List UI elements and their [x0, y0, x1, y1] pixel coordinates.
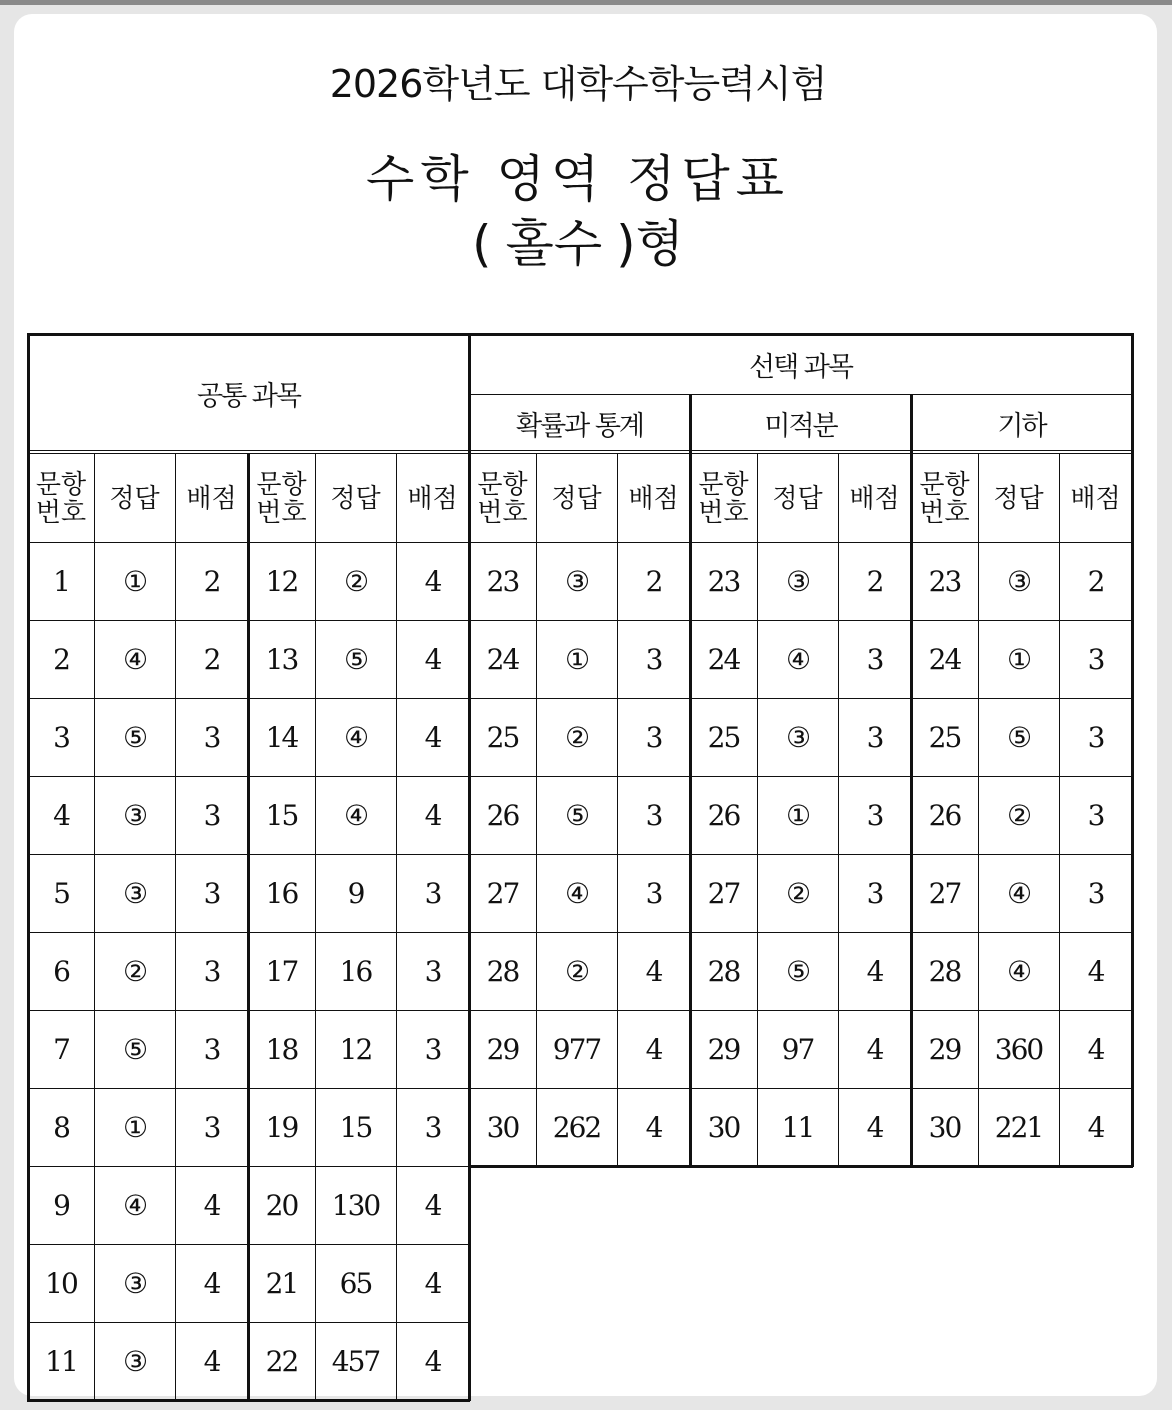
elective-question-number-cell: 24 [486, 642, 519, 676]
common-answer-cell: ⑤ [122, 720, 147, 754]
row-line [469, 542, 1132, 543]
elective-subject-label: 선택 과목 [749, 351, 852, 383]
row-line [469, 854, 1132, 855]
common-points-cell: 3 [424, 954, 441, 988]
elective-answer-cell: 262 [552, 1110, 601, 1144]
subject-divider [910, 394, 913, 1166]
elective-points-cell: 4 [1087, 954, 1104, 988]
row-line [469, 698, 1132, 699]
elective-points-cell: 3 [645, 720, 662, 754]
elective-points-cell: 3 [1087, 642, 1104, 676]
answer-header: 정답 [551, 483, 602, 514]
elective-question-number-cell: 27 [928, 876, 961, 910]
common-answer-cell: ③ [122, 1266, 147, 1300]
common-answer-cell: 130 [331, 1188, 380, 1222]
elective-border-bottom [469, 1165, 1133, 1168]
common-answer-cell: 457 [331, 1344, 380, 1378]
answer-header: 정답 [109, 483, 160, 514]
elective-points-cell: 4 [645, 1032, 662, 1066]
common-elective-divider [468, 333, 471, 1401]
common-points-cell: 2 [203, 642, 220, 676]
elective-answer-cell: 360 [994, 1032, 1043, 1066]
common-points-cell: 3 [203, 720, 220, 754]
row-line [28, 620, 469, 621]
elective-question-number-cell: 26 [486, 798, 519, 832]
elective-answer-cell: ② [785, 876, 810, 910]
common-question-number-cell: 20 [265, 1188, 298, 1222]
common-question-number-cell: 10 [45, 1266, 77, 1300]
elective-subject-name: 미적분 [764, 411, 837, 442]
common-points-cell: 3 [203, 1110, 220, 1144]
common-question-number-cell: 3 [53, 720, 69, 754]
elective-points-cell: 3 [866, 642, 883, 676]
row-line [28, 1322, 469, 1323]
elective-question-number-cell: 27 [486, 876, 519, 910]
common-question-number-cell: 7 [53, 1032, 69, 1066]
elective-question-number-cell: 30 [928, 1110, 961, 1144]
common-answer-cell: ④ [122, 642, 147, 676]
elective-points-cell: 4 [866, 1032, 883, 1066]
elective-points-cell: 3 [1087, 798, 1104, 832]
elective-question-number-cell: 23 [707, 564, 740, 598]
points-header: 배점 [186, 483, 237, 514]
common-answer-cell: ① [122, 564, 147, 598]
common-points-cell: 4 [424, 642, 441, 676]
common-answer-cell: 9 [347, 876, 364, 910]
common-question-number-cell: 8 [53, 1110, 69, 1144]
elective-subject-name: 확률과 통계 [516, 411, 643, 442]
common-points-cell: 4 [203, 1266, 220, 1300]
elective-answer-cell: ⑤ [1006, 720, 1031, 754]
sheet-subtitle: 수학 영역 정답표 [366, 150, 790, 208]
elective-points-cell: 4 [866, 1110, 883, 1144]
elective-points-cell: 2 [645, 564, 662, 598]
elective-question-number-cell: 28 [928, 954, 961, 988]
common-points-cell: 4 [424, 1266, 441, 1300]
common-answer-cell: ④ [122, 1188, 147, 1222]
row-line [28, 1244, 469, 1245]
elective-answer-cell: 97 [781, 1032, 814, 1066]
question-number-header: 문항 번호 [698, 469, 749, 528]
question-number-header: 문항 번호 [477, 469, 528, 528]
common-question-number-cell: 22 [265, 1344, 298, 1378]
elective-mid-line [469, 394, 1132, 395]
elective-points-cell: 3 [866, 876, 883, 910]
common-question-number-cell: 19 [265, 1110, 298, 1144]
common-question-number-cell: 16 [265, 876, 298, 910]
elective-question-number-cell: 25 [928, 720, 961, 754]
points-header: 배점 [628, 483, 679, 514]
elective-question-number-cell: 28 [707, 954, 740, 988]
common-answer-cell: ③ [122, 798, 147, 832]
column-line [1059, 453, 1060, 1166]
common-points-cell: 4 [424, 798, 441, 832]
common-points-cell: 3 [424, 1032, 441, 1066]
common-answer-cell: ① [122, 1110, 147, 1144]
elective-points-cell: 3 [866, 798, 883, 832]
common-question-number-cell: 12 [265, 564, 298, 598]
header-double-line [28, 453, 1132, 454]
common-points-cell: 4 [424, 1188, 441, 1222]
common-answer-cell: ② [343, 564, 368, 598]
elective-answer-cell: ② [1006, 798, 1031, 832]
row-line [28, 1010, 469, 1011]
row-line [469, 1010, 1132, 1011]
common-answer-cell: ③ [122, 1344, 147, 1378]
common-points-cell: 3 [424, 1110, 441, 1144]
common-answer-cell: ③ [122, 876, 147, 910]
common-points-cell: 4 [203, 1188, 220, 1222]
row-line [469, 1088, 1132, 1089]
common-question-number-cell: 11 [45, 1344, 77, 1378]
column-line [175, 453, 176, 1400]
elective-question-number-cell: 25 [486, 720, 519, 754]
column-line [315, 453, 316, 1400]
elective-points-cell: 4 [645, 954, 662, 988]
row-line [469, 932, 1132, 933]
common-answer-cell: 65 [339, 1266, 372, 1300]
row-line [469, 620, 1132, 621]
column-line [978, 453, 979, 1166]
elective-answer-cell: ① [785, 798, 810, 832]
elective-points-cell: 3 [1087, 720, 1104, 754]
elective-points-cell: 3 [866, 720, 883, 754]
common-question-number-cell: 14 [265, 720, 298, 754]
common-half-divider [247, 453, 250, 1400]
elective-question-number-cell: 24 [707, 642, 740, 676]
common-subject-label: 공통 과목 [197, 381, 300, 412]
column-line [94, 453, 95, 1400]
window-top-bar [0, 0, 1172, 5]
common-points-cell: 2 [203, 564, 220, 598]
elective-points-cell: 4 [866, 954, 883, 988]
form-type [0, 215, 1156, 273]
column-line [617, 453, 618, 1166]
column-line [757, 453, 758, 1166]
form-open-paren: ( [472, 215, 492, 273]
common-points-cell: 4 [424, 564, 441, 598]
elective-question-number-cell: 29 [707, 1032, 740, 1066]
elective-answer-cell: ① [564, 642, 589, 676]
elective-question-number-cell: 29 [928, 1032, 961, 1066]
elective-subject-name: 기하 [997, 411, 1046, 442]
elective-question-number-cell: 23 [928, 564, 961, 598]
common-question-number-cell: 2 [53, 642, 69, 676]
question-number-header: 문항 번호 [256, 469, 307, 528]
common-points-cell: 3 [203, 1032, 220, 1066]
answer-header: 정답 [993, 483, 1044, 514]
elective-question-number-cell: 26 [707, 798, 740, 832]
elective-question-number-cell: 24 [928, 642, 961, 676]
common-answer-cell: ⑤ [343, 642, 368, 676]
points-header: 배점 [407, 483, 458, 514]
elective-answer-cell: ② [564, 720, 589, 754]
common-answer-cell: 15 [339, 1110, 372, 1144]
common-question-number-cell: 6 [53, 954, 69, 988]
elective-points-cell: 4 [1087, 1032, 1104, 1066]
common-answer-cell: ② [122, 954, 147, 988]
elective-points-cell: 4 [1087, 1110, 1104, 1144]
elective-answer-cell: ⑤ [564, 798, 589, 832]
table-border-right [1131, 333, 1134, 1167]
table-border-top [28, 333, 1132, 336]
row-line [28, 1088, 469, 1089]
elective-points-cell: 3 [1087, 876, 1104, 910]
form-close-paren: )형 [616, 215, 684, 273]
common-question-number-cell: 15 [265, 798, 298, 832]
row-line [28, 698, 469, 699]
common-points-cell: 3 [203, 798, 220, 832]
exam-title: 2026학년도 대학수학능력시험 [329, 62, 827, 106]
elective-points-cell: 3 [645, 798, 662, 832]
common-points-cell: 3 [424, 876, 441, 910]
row-line [28, 932, 469, 933]
answer-header: 정답 [772, 483, 823, 514]
common-answer-cell: ④ [343, 798, 368, 832]
common-answer-cell: 16 [339, 954, 372, 988]
elective-answer-cell: ② [564, 954, 589, 988]
elective-answer-cell: ③ [564, 564, 589, 598]
question-number-header: 문항 번호 [919, 469, 970, 528]
elective-points-cell: 2 [1087, 564, 1104, 598]
common-points-cell: 4 [424, 1344, 441, 1378]
row-line [28, 854, 469, 855]
common-question-number-cell: 17 [265, 954, 298, 988]
elective-points-cell: 4 [645, 1110, 662, 1144]
elective-question-number-cell: 23 [486, 564, 519, 598]
elective-answer-cell: 11 [781, 1110, 814, 1144]
elective-answer-cell: 221 [994, 1110, 1043, 1144]
header-double-line [28, 450, 1132, 451]
common-points-cell: 3 [203, 954, 220, 988]
common-question-number-cell: 18 [265, 1032, 298, 1066]
common-points-cell: 4 [424, 720, 441, 754]
elective-answer-cell: ① [1006, 642, 1031, 676]
elective-points-cell: 2 [866, 564, 883, 598]
elective-question-number-cell: 30 [707, 1110, 740, 1144]
common-answer-cell: 12 [339, 1032, 372, 1066]
row-line [28, 776, 469, 777]
common-question-number-cell: 1 [53, 564, 69, 598]
common-question-number-cell: 5 [53, 876, 69, 910]
column-line [396, 453, 397, 1400]
form-name: 홀수 [505, 215, 603, 273]
elective-question-number-cell: 29 [486, 1032, 519, 1066]
row-line [469, 776, 1132, 777]
elective-question-number-cell: 30 [486, 1110, 519, 1144]
elective-answer-cell: ④ [1006, 954, 1031, 988]
points-header: 배점 [1070, 483, 1121, 514]
elective-points-cell: 3 [645, 876, 662, 910]
column-line [838, 453, 839, 1166]
elective-question-number-cell: 25 [707, 720, 740, 754]
elective-answer-cell: ④ [564, 876, 589, 910]
subject-divider [689, 394, 692, 1166]
elective-question-number-cell: 28 [486, 954, 519, 988]
elective-points-cell: 3 [645, 642, 662, 676]
elective-question-number-cell: 26 [928, 798, 961, 832]
elective-answer-cell: 977 [552, 1032, 601, 1066]
common-points-cell: 4 [203, 1344, 220, 1378]
elective-answer-cell: ③ [1006, 564, 1031, 598]
column-line [536, 453, 537, 1166]
row-line [28, 542, 469, 543]
common-question-number-cell: 4 [53, 798, 69, 832]
elective-answer-cell: ③ [785, 564, 810, 598]
elective-question-number-cell: 27 [707, 876, 740, 910]
common-points-cell: 3 [203, 876, 220, 910]
row-line [28, 1166, 469, 1167]
elective-answer-cell: ④ [785, 642, 810, 676]
elective-answer-cell: ③ [785, 720, 810, 754]
common-answer-cell: ④ [343, 720, 368, 754]
elective-answer-cell: ④ [1006, 876, 1031, 910]
points-header: 배점 [849, 483, 900, 514]
common-question-number-cell: 9 [53, 1188, 69, 1222]
common-question-number-cell: 21 [265, 1266, 298, 1300]
common-question-number-cell: 13 [265, 642, 298, 676]
elective-answer-cell: ⑤ [785, 954, 810, 988]
question-number-header: 문항 번호 [35, 469, 87, 528]
answer-header: 정답 [330, 483, 381, 514]
common-answer-cell: ⑤ [122, 1032, 147, 1066]
table-border-left [27, 333, 30, 1401]
